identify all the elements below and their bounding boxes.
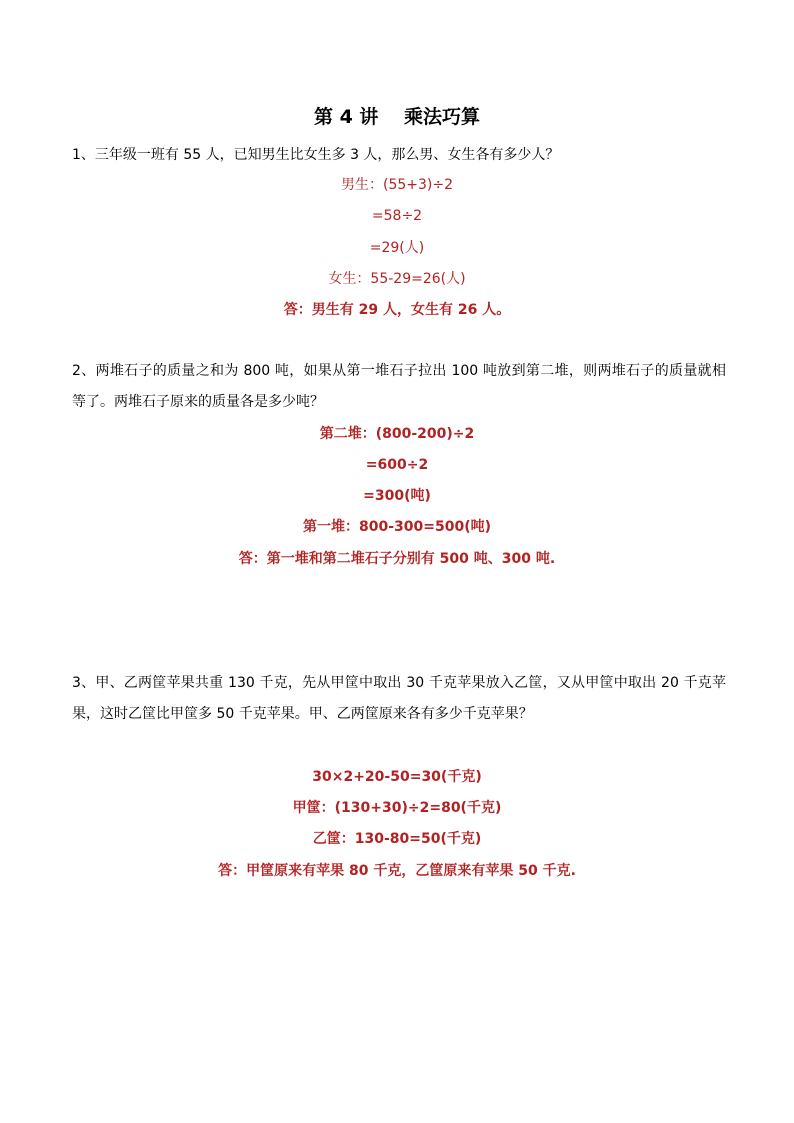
problem-3-answer: 答：甲筐原来有苹果 80 千克，乙筐原来有苹果 50 千克. bbox=[218, 863, 576, 879]
problem-3-solution-line-1: 30×2+20-50=30(千克) bbox=[312, 769, 482, 785]
problem-2-solution-line-1: 第二堆：(800-200)÷2 bbox=[319, 426, 475, 442]
problem-1-answer: 答：男生有 29 人，女生有 26 人。 bbox=[283, 302, 511, 318]
problem-1-solution-line-1: 男生：(55+3)÷2 bbox=[340, 177, 453, 193]
page-title: 第 4 讲 乘法巧算 bbox=[313, 106, 481, 128]
problem-3-solution-line-3: 乙筐：130-80=50(千克) bbox=[312, 831, 482, 847]
problem-1-question: 1、三年级一班有 55 人，已知男生比女生多 3 人，那么男、女生各有多少人？ bbox=[72, 147, 560, 163]
problem-1-solution-line-3: =29(人) bbox=[369, 240, 425, 256]
problem-2-answer: 答：第一堆和第二堆石子分别有 500 吨、300 吨. bbox=[238, 551, 556, 567]
problem-1-solution-line-4: 女生：55-29=26(人) bbox=[328, 271, 466, 287]
problem-1-solution-line-2: =58÷2 bbox=[371, 208, 423, 224]
problem-2-solution-line-2: =600÷2 bbox=[365, 457, 429, 473]
problem-2-solution-line-3: =300(吨) bbox=[363, 488, 431, 504]
problem-2-solution-line-4: 第一堆：800-300=500(吨) bbox=[302, 519, 491, 535]
problem-2-question: 2、两堆石子的质量之和为 800 吨，如果从第一堆石子拉出 100 吨放到第二堆，则两堆石子的质量就相等了。两堆石子原来的质量各是多少吨？ bbox=[72, 363, 726, 410]
problem-3-solution-line-2: 甲筐：(130+30)÷2=80(千克) bbox=[292, 800, 502, 816]
problem-3-question: 3、甲、乙两筐苹果共重 130 千克，先从甲筐中取出 30 千克苹果放入乙筐，又从甲筐中取出 20 千克苹果，这时乙筐比甲筐多 50 千克苹果。甲、乙两筐原来各有多少千克苹果？ bbox=[72, 675, 726, 722]
